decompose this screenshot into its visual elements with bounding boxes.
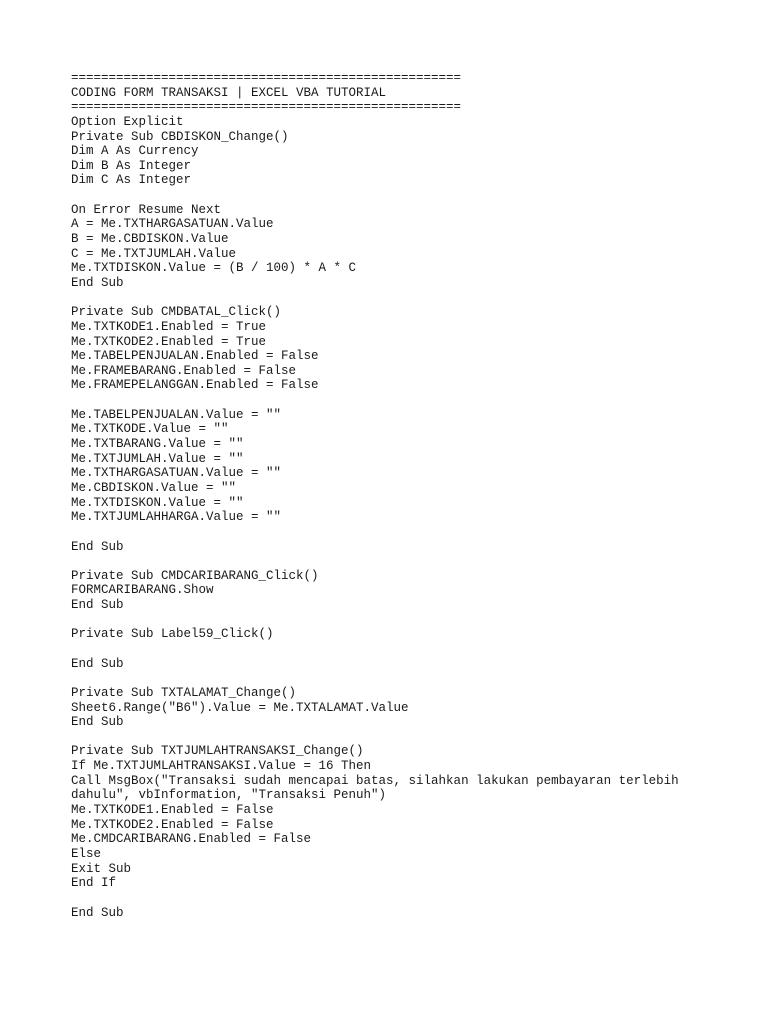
code-line: Me.TXTHARGASATUAN.Value = "" (71, 466, 282, 481)
code-line: B = Me.CBDISKON.Value (71, 232, 229, 247)
code-line (71, 642, 711, 657)
code-line: Private Sub CBDISKON_Change() (71, 129, 289, 144)
code-line: Me.FRAMEBARANG.Enabled = False (71, 363, 297, 378)
code-line: Exit Sub (71, 861, 132, 876)
code-line: End Sub (71, 656, 124, 671)
code-line (71, 671, 711, 686)
code-line: C = Me.TXTJUMLAH.Value (71, 246, 237, 261)
code-line (71, 291, 711, 306)
code-line (71, 891, 711, 906)
code-line: Option Explicit (71, 114, 184, 129)
code-line: Private Sub TXTJUMLAHTRANSAKSI_Change() (71, 744, 364, 759)
code-line (71, 393, 711, 408)
code-line: Private Sub CMDBATAL_Click() (71, 305, 282, 320)
code-line: End Sub (71, 598, 124, 613)
code-document (71, 71, 711, 920)
code-line: Call MsgBox("Transaksi sudah mencapai batas, silahkan lakukan pembayaran terlebih (71, 773, 679, 788)
code-line: Me.TXTKODE2.Enabled = False (71, 817, 274, 832)
code-line: Sheet6.Range("B6").Value = Me.TXTALAMAT.Value (71, 700, 409, 715)
code-line: End Sub (71, 275, 124, 290)
code-line (71, 730, 711, 745)
code-line: A = Me.TXTHARGASATUAN.Value (71, 217, 274, 232)
code-line: Me.CBDISKON.Value = "" (71, 480, 237, 495)
code-line: Me.CMDCARIBARANG.Enabled = False (71, 832, 312, 847)
code-line: Me.TXTKODE2.Enabled = True (71, 334, 267, 349)
code-line: Me.TXTKODE1.Enabled = False (71, 803, 274, 818)
code-line: Me.TXTJUMLAHHARGA.Value = "" (71, 510, 282, 525)
code-line: FORMCARIBARANG.Show (71, 583, 214, 598)
code-line: End Sub (71, 539, 124, 554)
code-line: End Sub (71, 715, 124, 730)
code-line: Private Sub Label59_Click() (71, 627, 274, 642)
code-line (71, 554, 711, 569)
code-line: ==================================================== (71, 100, 462, 115)
code-line: If Me.TXTJUMLAHTRANSAKSI.Value = 16 Then (71, 759, 372, 774)
code-line: Dim A As Currency (71, 144, 199, 159)
code-line: Private Sub TXTALAMAT_Change() (71, 685, 297, 700)
code-line: Me.TXTBARANG.Value = "" (71, 437, 244, 452)
code-line: Me.TABELPENJUALAN.Enabled = False (71, 349, 319, 364)
code-line: Me.TXTDISKON.Value = "" (71, 495, 244, 510)
code-line: Me.TXTJUMLAH.Value = "" (71, 451, 244, 466)
code-line: Private Sub CMDCARIBARANG_Click() (71, 568, 319, 583)
code-line: ==================================================== (71, 71, 462, 85)
code-line: Else (71, 846, 102, 861)
code-line: Dim B As Integer (71, 158, 192, 173)
code-line: Me.TXTDISKON.Value = (B / 100) * A * C (71, 261, 357, 276)
code-line (71, 613, 711, 628)
code-line: Dim C As Integer (71, 173, 192, 188)
code-line: Me.FRAMEPELANGGAN.Enabled = False (71, 378, 319, 393)
code-line: Me.TXTKODE.Value = "" (71, 422, 229, 437)
code-line (71, 188, 711, 203)
code-line: Me.TABELPENJUALAN.Value = "" (71, 407, 282, 422)
code-line: CODING FORM TRANSAKSI | EXCEL VBA TUTORIAL (71, 85, 387, 100)
code-line: End If (71, 876, 117, 891)
code-line: dahulu", vbInformation, "Transaksi Penuh") (71, 788, 387, 803)
code-line (71, 525, 711, 540)
code-line: On Error Resume Next (71, 202, 222, 217)
code-line: Me.TXTKODE1.Enabled = True (71, 319, 267, 334)
code-line: End Sub (71, 905, 124, 920)
